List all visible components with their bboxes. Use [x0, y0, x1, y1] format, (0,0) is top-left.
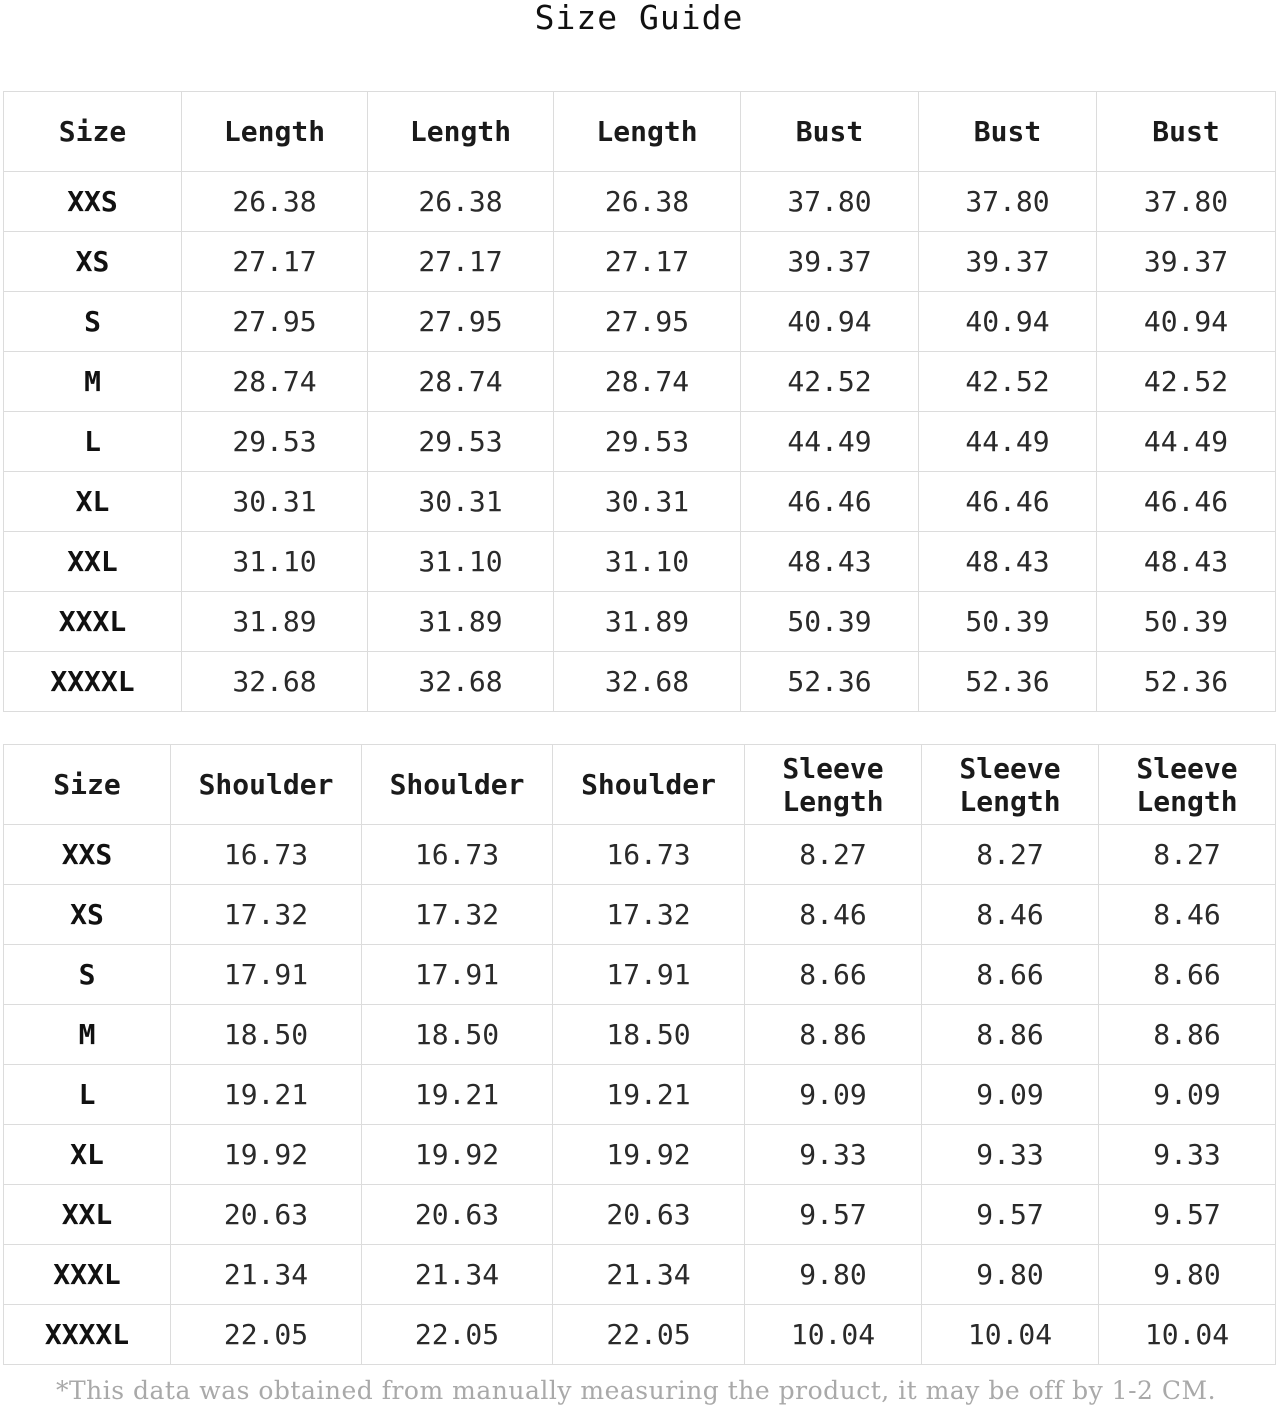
measurement-cell: 37.80: [1097, 172, 1276, 232]
measurement-cell: 22.05: [553, 1305, 745, 1365]
measurement-cell: 10.04: [1099, 1305, 1276, 1365]
table-row: [4, 1125, 1276, 1185]
measurement-cell: 37.80: [741, 172, 919, 232]
measurement-cell: 17.32: [362, 885, 553, 945]
table-row: [4, 532, 1276, 592]
size-label-cell: XXS: [4, 825, 171, 885]
measurement-cell: 8.86: [922, 1005, 1099, 1065]
column-header: Bust: [919, 92, 1097, 172]
measurement-cell: 42.52: [1097, 352, 1276, 412]
column-header: Sleeve Length: [745, 745, 922, 825]
size-label-cell: M: [4, 352, 182, 412]
measurement-cell: 27.17: [554, 232, 741, 292]
measurement-cell: 52.36: [919, 652, 1097, 712]
measurement-cell: 16.73: [362, 825, 553, 885]
column-header: Shoulder: [362, 745, 553, 825]
table-row: [4, 232, 1276, 292]
size-label-cell: XS: [4, 232, 182, 292]
measurement-cell: 9.09: [1099, 1065, 1276, 1125]
measurement-cell: 8.27: [922, 825, 1099, 885]
column-header: Shoulder: [553, 745, 745, 825]
measurement-cell: 46.46: [1097, 472, 1276, 532]
measurement-cell: 52.36: [741, 652, 919, 712]
measurement-cell: 19.92: [171, 1125, 362, 1185]
measurement-cell: 44.49: [741, 412, 919, 472]
measurement-cell: 30.31: [368, 472, 554, 532]
measurement-cell: 28.74: [182, 352, 368, 412]
table-row: [4, 172, 1276, 232]
size-table-shoulder-sleeve: [3, 744, 1276, 1365]
measurement-cell: 39.37: [919, 232, 1097, 292]
measurement-cell: 40.94: [741, 292, 919, 352]
measurement-footnote: *This data was obtained from manually measuring the product, it may be off by 1-2 CM.: [55, 1376, 1217, 1405]
measurement-cell: 26.38: [368, 172, 554, 232]
measurement-cell: 30.31: [182, 472, 368, 532]
table-row: [4, 1305, 1276, 1365]
size-label-cell: XXL: [4, 1185, 171, 1245]
measurement-cell: 8.27: [745, 825, 922, 885]
size-label-cell: M: [4, 1005, 171, 1065]
measurement-cell: 27.17: [182, 232, 368, 292]
measurement-cell: 44.49: [1097, 412, 1276, 472]
measurement-cell: 8.66: [922, 945, 1099, 1005]
measurement-cell: 31.89: [554, 592, 741, 652]
measurement-cell: 18.50: [553, 1005, 745, 1065]
measurement-cell: 9.09: [922, 1065, 1099, 1125]
size-label-cell: L: [4, 1065, 171, 1125]
measurement-cell: 21.34: [171, 1245, 362, 1305]
table-row: [4, 945, 1276, 1005]
measurement-cell: 19.92: [553, 1125, 745, 1185]
measurement-cell: 8.66: [745, 945, 922, 1005]
measurement-cell: 32.68: [554, 652, 741, 712]
measurement-cell: 44.49: [919, 412, 1097, 472]
measurement-cell: 26.38: [182, 172, 368, 232]
measurement-cell: 22.05: [362, 1305, 553, 1365]
measurement-cell: 8.86: [745, 1005, 922, 1065]
table-row: [4, 1245, 1276, 1305]
measurement-cell: 52.36: [1097, 652, 1276, 712]
measurement-cell: 17.32: [553, 885, 745, 945]
column-header: Bust: [1097, 92, 1276, 172]
measurement-cell: 22.05: [171, 1305, 362, 1365]
measurement-cell: 9.33: [745, 1125, 922, 1185]
measurement-cell: 9.57: [745, 1185, 922, 1245]
measurement-cell: 17.91: [553, 945, 745, 1005]
measurement-cell: 17.91: [171, 945, 362, 1005]
measurement-cell: 9.33: [1099, 1125, 1276, 1185]
measurement-cell: 30.31: [554, 472, 741, 532]
measurement-cell: 8.46: [745, 885, 922, 945]
measurement-cell: 27.17: [368, 232, 554, 292]
measurement-cell: 8.66: [1099, 945, 1276, 1005]
page-title: Size Guide: [534, 0, 744, 37]
measurement-cell: 19.21: [553, 1065, 745, 1125]
measurement-cell: 20.63: [362, 1185, 553, 1245]
measurement-cell: 31.10: [554, 532, 741, 592]
measurement-cell: 28.74: [554, 352, 741, 412]
measurement-cell: 29.53: [368, 412, 554, 472]
table-row: [4, 472, 1276, 532]
measurement-cell: 26.38: [554, 172, 741, 232]
measurement-cell: 9.80: [1099, 1245, 1276, 1305]
size-label-cell: XS: [4, 885, 171, 945]
measurement-cell: 9.80: [745, 1245, 922, 1305]
table-row: [4, 412, 1276, 472]
measurement-cell: 8.46: [922, 885, 1099, 945]
size-label-cell: XXL: [4, 532, 182, 592]
measurement-cell: 10.04: [745, 1305, 922, 1365]
size-label-cell: S: [4, 292, 182, 352]
table-header-row: [4, 92, 1276, 172]
size-label-cell: S: [4, 945, 171, 1005]
measurement-cell: 28.74: [368, 352, 554, 412]
measurement-cell: 19.21: [171, 1065, 362, 1125]
measurement-cell: 31.89: [182, 592, 368, 652]
measurement-cell: 21.34: [362, 1245, 553, 1305]
measurement-cell: 39.37: [741, 232, 919, 292]
measurement-cell: 9.57: [1099, 1185, 1276, 1245]
size-label-cell: L: [4, 412, 182, 472]
measurement-cell: 10.04: [922, 1305, 1099, 1365]
table-header-row: [4, 745, 1276, 825]
measurement-cell: 9.57: [922, 1185, 1099, 1245]
measurement-cell: 17.32: [171, 885, 362, 945]
measurement-cell: 50.39: [919, 592, 1097, 652]
column-header: Length: [182, 92, 368, 172]
table-row: [4, 592, 1276, 652]
measurement-cell: 17.91: [362, 945, 553, 1005]
measurement-cell: 27.95: [554, 292, 741, 352]
size-label-cell: XXS: [4, 172, 182, 232]
size-label-cell: XXXL: [4, 592, 182, 652]
size-table-length-bust: [3, 91, 1276, 712]
measurement-cell: 27.95: [368, 292, 554, 352]
measurement-cell: 29.53: [554, 412, 741, 472]
measurement-cell: 40.94: [1097, 292, 1276, 352]
measurement-cell: 37.80: [919, 172, 1097, 232]
measurement-cell: 31.10: [368, 532, 554, 592]
measurement-cell: 31.10: [182, 532, 368, 592]
measurement-cell: 32.68: [182, 652, 368, 712]
measurement-cell: 9.33: [922, 1125, 1099, 1185]
measurement-cell: 27.95: [182, 292, 368, 352]
measurement-cell: 18.50: [171, 1005, 362, 1065]
table-row: [4, 825, 1276, 885]
table-row: [4, 1065, 1276, 1125]
table-row: [4, 885, 1276, 945]
measurement-cell: 48.43: [1097, 532, 1276, 592]
measurement-cell: 42.52: [741, 352, 919, 412]
measurement-cell: 40.94: [919, 292, 1097, 352]
column-header: Shoulder: [171, 745, 362, 825]
column-header: Length: [368, 92, 554, 172]
measurement-cell: 19.21: [362, 1065, 553, 1125]
measurement-cell: 16.73: [553, 825, 745, 885]
measurement-cell: 20.63: [171, 1185, 362, 1245]
measurement-cell: 8.86: [1099, 1005, 1276, 1065]
measurement-cell: 31.89: [368, 592, 554, 652]
measurement-cell: 9.09: [745, 1065, 922, 1125]
measurement-cell: 50.39: [741, 592, 919, 652]
size-label-cell: XXXL: [4, 1245, 171, 1305]
measurement-cell: 19.92: [362, 1125, 553, 1185]
measurement-cell: 46.46: [741, 472, 919, 532]
measurement-cell: 32.68: [368, 652, 554, 712]
column-header: Bust: [741, 92, 919, 172]
size-label-cell: XXXXL: [4, 652, 182, 712]
measurement-cell: 50.39: [1097, 592, 1276, 652]
table-row: [4, 1005, 1276, 1065]
size-label-cell: XL: [4, 1125, 171, 1185]
measurement-cell: 46.46: [919, 472, 1097, 532]
column-header: Length: [554, 92, 741, 172]
column-header: Size: [4, 745, 171, 825]
table-row: [4, 652, 1276, 712]
table-row: [4, 1185, 1276, 1245]
column-header: Sleeve Length: [1099, 745, 1276, 825]
column-header: Sleeve Length: [922, 745, 1099, 825]
measurement-cell: 48.43: [919, 532, 1097, 592]
measurement-cell: 21.34: [553, 1245, 745, 1305]
measurement-cell: 29.53: [182, 412, 368, 472]
size-label-cell: XL: [4, 472, 182, 532]
measurement-cell: 48.43: [741, 532, 919, 592]
table-row: [4, 352, 1276, 412]
measurement-cell: 8.27: [1099, 825, 1276, 885]
table-row: [4, 292, 1276, 352]
measurement-cell: 9.80: [922, 1245, 1099, 1305]
measurement-cell: 16.73: [171, 825, 362, 885]
measurement-cell: 39.37: [1097, 232, 1276, 292]
measurement-cell: 42.52: [919, 352, 1097, 412]
measurement-cell: 20.63: [553, 1185, 745, 1245]
size-label-cell: XXXXL: [4, 1305, 171, 1365]
measurement-cell: 8.46: [1099, 885, 1276, 945]
column-header: Size: [4, 92, 182, 172]
measurement-cell: 18.50: [362, 1005, 553, 1065]
